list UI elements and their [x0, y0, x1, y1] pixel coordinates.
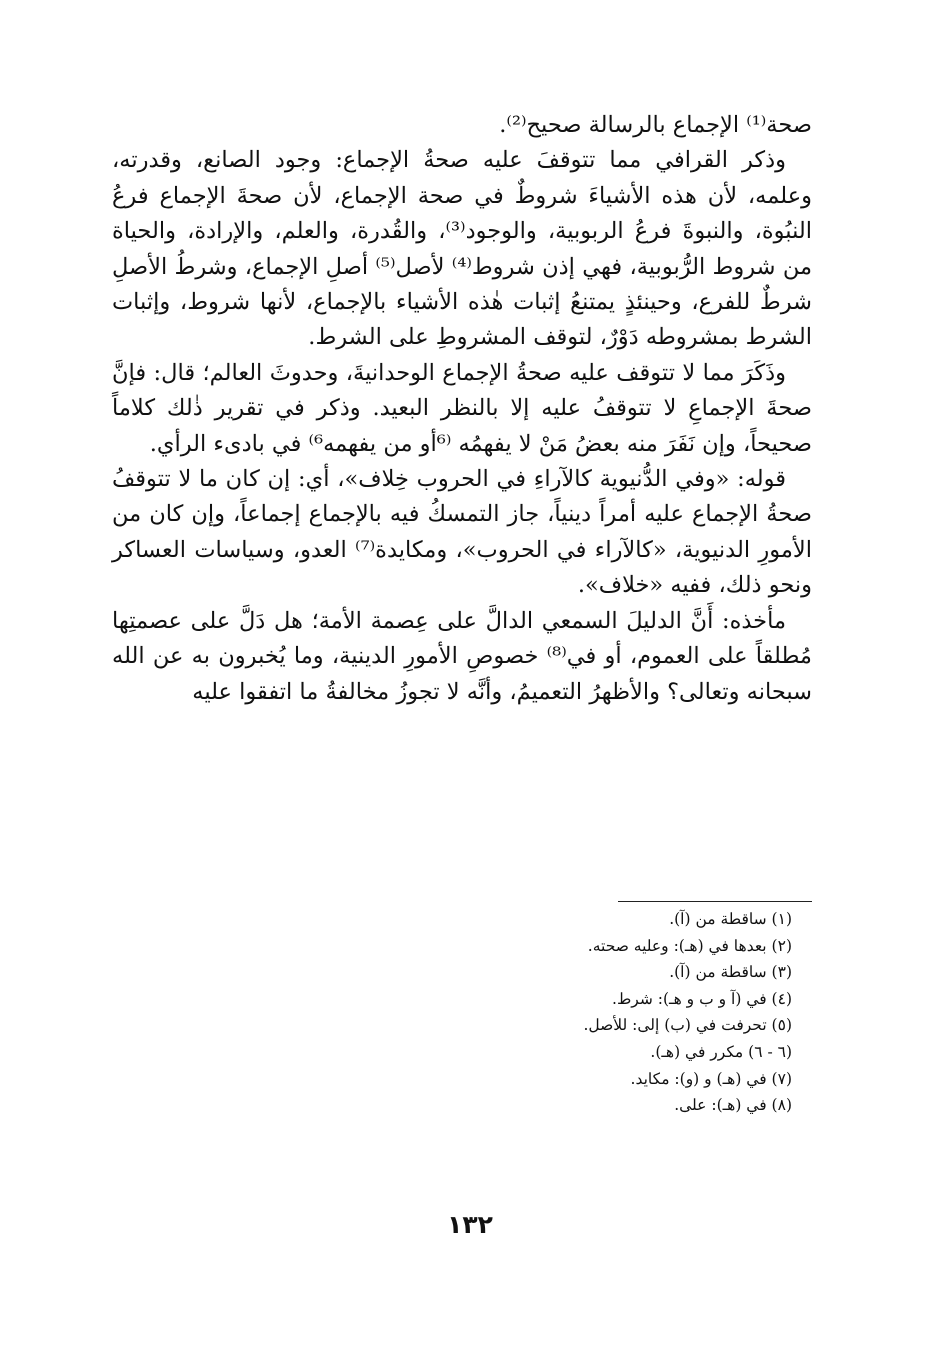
- footnote-2: (٢) بعدها في (هـ): وعليه صحته.: [587, 936, 792, 955]
- footnote-8: (٨) في (هـ): على.: [674, 1096, 792, 1115]
- paragraph-wahdaniyya: وذَكَرَ مما لا تتوقف عليه صحةُ الإجماع الوحدانيةَ، وحدوثَ العالم؛ قال: فإنَّ صحةَ الإجماعِ لا تتوقفُ عليه إلا بالنظر البعيد. وذكر في تقرير ذٰلك كلاماً صحيحاً، وإن نَفَرَ منه بعضُ مَنْ لا يفهمُه ⁽⁶أو من يفهمه⁶⁾ في بادىء الرأي.: [112, 359, 812, 457]
- footnote-1: (١) ساقطة من (آ).: [669, 910, 792, 928]
- paragraph-qarafi: وذكر القرافي مما تتوقفَ عليه صحةُ الإجماع: وجود الصانع، وقدرته، وعلمه، لأن هذه الأشياءَ شروطٌ في صحة الإجماع، لأن صحةَ الإجماع فرعُ النبُوة، والنبوةَ فرعُ الربوبية، والوجود⁽³⁾، والقُدرة، والعلم، والإرادة، والحياة من شروط الرُّبوبية، فهي إذن شروط⁽⁴⁾ لأصل⁽⁵⁾ أصلِ الإجماع، وشرطُ الأصلِ شرطٌ للفرع، وحينئذٍ يمتنعُ إثبات هٰذه الأشياء بالإجماع، لأنها شروط، وإثبات الشرط بمشروطه دَوْرٌ، لتوقف المشروطِ على الشرط.: [112, 147, 812, 351]
- footnotes-list: [272, 906, 792, 1119]
- page-number: ١٣٢: [447, 1210, 493, 1239]
- footnote-5: (٥) تحرفت في (ب) إلى: للأصل.: [583, 1016, 792, 1035]
- footnote-6: (٦ - ٦) مكرر في (هـ).: [650, 1042, 792, 1061]
- paragraph-opening: صحة⁽¹⁾ الإجماع بالرسالة صحيح⁽²⁾.: [499, 112, 812, 138]
- paragraph-makhadh: مأخذه: أَنَّ الدليلَ السمعي الدالَّ على عِصمة الأمة؛ هل دَلَّ على عصمتِها مُطلقاً على العموم، أو في⁽⁸⁾ خصوصِ الأمورِ الدينية، وما يُخبرون به عن الله سبحانه وتعالى؟ والأظهرُ التعميمُ، وأنَّه لا تجوزُ مخالفةُ ما اتفقوا عليه: [112, 607, 812, 705]
- footnote-4: (٤) في (آ و ب و هـ): شرط.: [612, 989, 792, 1008]
- footnote-7: (٧) في (هـ) و (و): مكايد.: [630, 1069, 792, 1088]
- footnote-3: (٣) ساقطة من (آ).: [669, 963, 792, 982]
- footnote-divider: [618, 901, 812, 902]
- main-text-body: [112, 108, 812, 710]
- paragraph-dunyawiyya: قوله: «وفي الدُّنيوية كالآراءِ في الحروب خِلاف»، أي: إن كان ما لا تتوقفُ صحةُ الإجماع عليه أمراً دينياً، جاز التمسكُ فيه بالإجماع إجماعاً، وإن كان من الأمورِ الدنيوية، «كالآراء في الحروب»، ومكايدة⁽⁷⁾ العدو، وسياسات العساكر ونحو ذلك، ففيه «خلاف».: [112, 466, 812, 599]
